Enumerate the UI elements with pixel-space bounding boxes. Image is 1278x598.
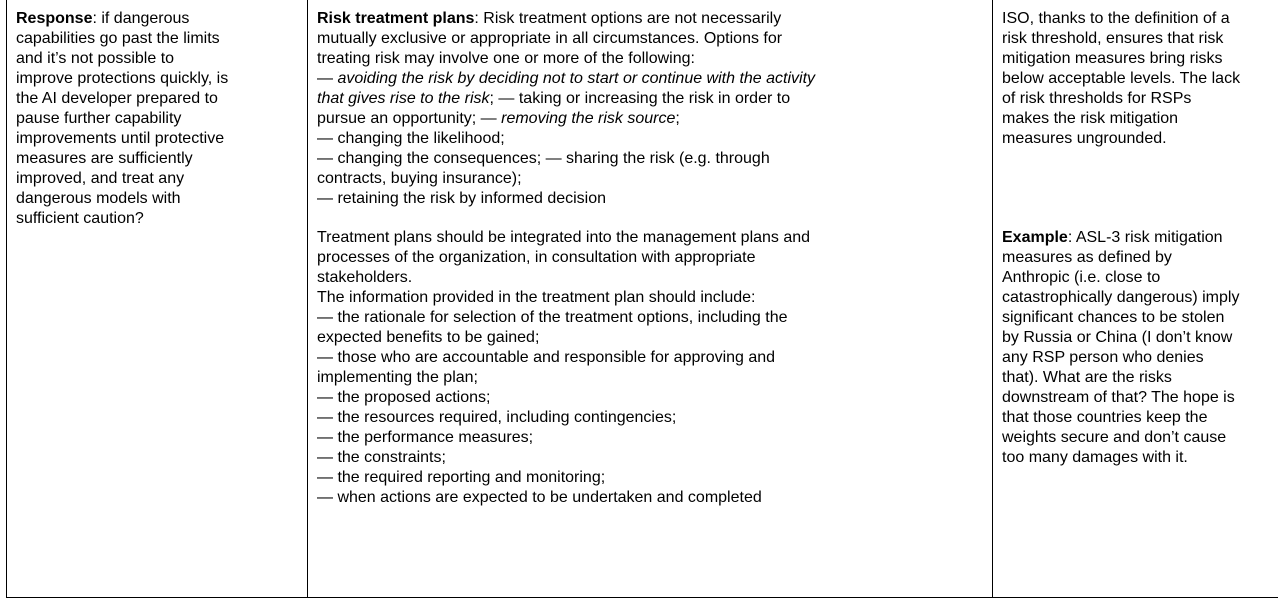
line: — the rationale for selection of the treatment options, including the bbox=[317, 308, 984, 328]
line: risk threshold, ensures that risk bbox=[1002, 29, 1278, 49]
paragraph-gap bbox=[317, 209, 984, 228]
paragraph-gap bbox=[1002, 149, 1278, 228]
line: stakeholders. bbox=[317, 268, 984, 288]
comparison-table bbox=[6, 0, 1278, 598]
italic-run: avoiding the risk by deciding not to start or continue with the activity bbox=[337, 70, 815, 87]
line: ISO, thanks to the definition of a bbox=[1002, 9, 1278, 29]
line: too many damages with it. bbox=[1002, 448, 1278, 468]
line: measures as defined by bbox=[1002, 248, 1278, 268]
line: — the performance measures; bbox=[317, 428, 984, 448]
table-row bbox=[7, 0, 1278, 598]
line: of risk thresholds for RSPs bbox=[1002, 89, 1278, 109]
line: significant chances to be stolen bbox=[1002, 308, 1278, 328]
text-run: pursue an opportunity; — bbox=[317, 110, 501, 127]
line: pause further capability bbox=[16, 109, 299, 129]
line bbox=[1002, 228, 1278, 248]
line: — changing the likelihood; bbox=[317, 129, 984, 149]
text-run: — bbox=[317, 70, 337, 87]
line: by Russia or China (I don’t know bbox=[1002, 328, 1278, 348]
risk-treatment-heading: Risk treatment plans bbox=[317, 10, 474, 27]
line: that those countries keep the bbox=[1002, 408, 1278, 428]
line: any RSP person who denies bbox=[1002, 348, 1278, 368]
line: weights secure and don’t cause bbox=[1002, 428, 1278, 448]
italic-run: removing the risk source bbox=[501, 110, 675, 127]
line: mitigation measures bring risks bbox=[1002, 49, 1278, 69]
text-run: ; — taking or increasing the risk in order to bbox=[490, 90, 791, 107]
line: improved, and treat any bbox=[16, 169, 299, 189]
text-run: : Risk treatment options are not necessarily bbox=[474, 10, 781, 27]
example-heading: Example bbox=[1002, 229, 1068, 246]
line: contracts, buying insurance); bbox=[317, 169, 984, 189]
line: — retaining the risk by informed decision bbox=[317, 189, 984, 209]
line: The information provided in the treatment plan should include: bbox=[317, 288, 984, 308]
line: — the required reporting and monitoring; bbox=[317, 468, 984, 488]
risk-treatment-cell bbox=[308, 0, 993, 598]
line: implementing the plan; bbox=[317, 368, 984, 388]
line bbox=[317, 69, 984, 89]
line: the AI developer prepared to bbox=[16, 89, 299, 109]
line: — changing the consequences; — sharing the risk (e.g. through bbox=[317, 149, 984, 169]
line: sufficient caution? bbox=[16, 209, 299, 229]
line: makes the risk mitigation bbox=[1002, 109, 1278, 129]
line: Anthropic (i.e. close to bbox=[1002, 268, 1278, 288]
line: Treatment plans should be integrated into the management plans and bbox=[317, 228, 984, 248]
line: capabilities go past the limits bbox=[16, 29, 299, 49]
line: that). What are the risks bbox=[1002, 368, 1278, 388]
line: — the resources required, including contingencies; bbox=[317, 408, 984, 428]
response-cell bbox=[7, 0, 308, 598]
italic-run: that gives rise to the risk bbox=[317, 90, 490, 107]
line: expected benefits to be gained; bbox=[317, 328, 984, 348]
line: measures ungrounded. bbox=[1002, 129, 1278, 149]
line: below acceptable levels. The lack bbox=[1002, 69, 1278, 89]
line bbox=[317, 89, 984, 109]
response-heading: Response bbox=[16, 10, 92, 27]
iso-comparison-cell bbox=[993, 0, 1278, 598]
line: — those who are accountable and responsible for approving and bbox=[317, 348, 984, 368]
line: improvements until protective bbox=[16, 129, 299, 149]
line: dangerous models with bbox=[16, 189, 299, 209]
line: improve protections quickly, is bbox=[16, 69, 299, 89]
text-run: : ASL-3 risk mitigation bbox=[1068, 229, 1223, 246]
line: — the constraints; bbox=[317, 448, 984, 468]
line bbox=[317, 109, 984, 129]
line bbox=[16, 9, 299, 29]
line: treating risk may involve one or more of the following: bbox=[317, 49, 984, 69]
line: processes of the organization, in consultation with appropriate bbox=[317, 248, 984, 268]
line: — the proposed actions; bbox=[317, 388, 984, 408]
line: catastrophically dangerous) imply bbox=[1002, 288, 1278, 308]
line: downstream of that? The hope is bbox=[1002, 388, 1278, 408]
line: measures are sufficiently bbox=[16, 149, 299, 169]
line: and it’s not possible to bbox=[16, 49, 299, 69]
line: mutually exclusive or appropriate in all circumstances. Options for bbox=[317, 29, 984, 49]
line: — when actions are expected to be undertaken and completed bbox=[317, 488, 984, 508]
line bbox=[317, 9, 984, 29]
text-run: ; bbox=[675, 110, 679, 127]
text-run: : if dangerous bbox=[92, 10, 189, 27]
